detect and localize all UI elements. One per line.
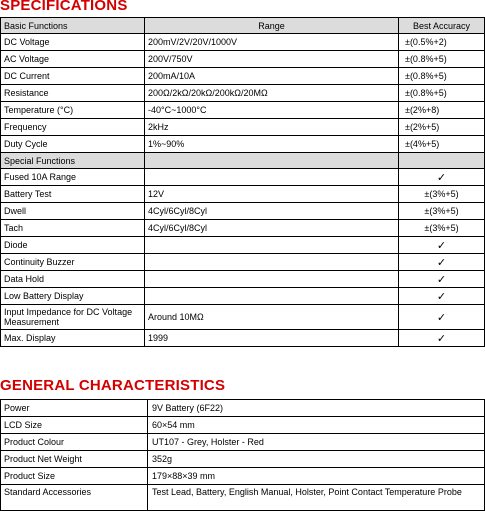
table-row bbox=[1, 68, 485, 85]
label-cell: Product Colour bbox=[1, 434, 148, 451]
range-cell: 1999 bbox=[145, 330, 399, 347]
specifications-title: SPECIFICATIONS bbox=[0, 0, 128, 14]
range-cell bbox=[145, 237, 399, 254]
table-row bbox=[1, 34, 485, 51]
accuracy-cell: ±(0.8%+5) bbox=[399, 68, 485, 85]
range-cell: -40°C~1000°C bbox=[145, 102, 399, 119]
function-cell: DC Voltage bbox=[1, 34, 145, 51]
specifications-table bbox=[0, 17, 485, 347]
table-row bbox=[1, 186, 485, 203]
accuracy-cell: ±(3%+5) bbox=[399, 186, 485, 203]
label-cell: Power bbox=[1, 400, 148, 417]
label-cell: Product Net Weight bbox=[1, 451, 148, 468]
table-row bbox=[1, 169, 485, 186]
table-row bbox=[1, 220, 485, 237]
function-cell: Low Battery Display bbox=[1, 288, 145, 305]
table-row bbox=[1, 417, 485, 434]
table-row bbox=[1, 254, 485, 271]
check-mark-icon: ✓ bbox=[399, 271, 485, 288]
label-cell: Standard Accessories bbox=[1, 485, 148, 511]
table-row bbox=[1, 434, 485, 451]
check-mark-icon: ✓ bbox=[399, 305, 485, 330]
check-mark-icon: ✓ bbox=[399, 237, 485, 254]
table-row bbox=[1, 237, 485, 254]
check-mark-icon: ✓ bbox=[399, 330, 485, 347]
check-mark-icon: ✓ bbox=[399, 288, 485, 305]
table-row bbox=[1, 451, 485, 468]
function-cell: Battery Test bbox=[1, 186, 145, 203]
accuracy-cell: ±(0.8%+5) bbox=[399, 51, 485, 68]
range-cell: 200V/750V bbox=[145, 51, 399, 68]
table-row bbox=[1, 119, 485, 136]
special-functions-header-row bbox=[1, 153, 485, 169]
check-mark-icon: ✓ bbox=[399, 169, 485, 186]
header-basic-functions: Basic Functions bbox=[1, 18, 145, 34]
table-row bbox=[1, 468, 485, 485]
value-cell: UT107 - Grey, Holster - Red bbox=[148, 434, 485, 451]
table-row bbox=[1, 51, 485, 68]
range-cell bbox=[145, 288, 399, 305]
value-cell: 60×54 mm bbox=[148, 417, 485, 434]
table-row bbox=[1, 85, 485, 102]
function-cell: Data Hold bbox=[1, 271, 145, 288]
accuracy-cell: ±(2%+8) bbox=[399, 102, 485, 119]
table-row bbox=[1, 305, 485, 330]
accuracy-cell: ±(0.5%+2) bbox=[399, 34, 485, 51]
range-cell bbox=[145, 254, 399, 271]
range-cell: 1%~90% bbox=[145, 136, 399, 153]
function-cell: Tach bbox=[1, 220, 145, 237]
function-cell: Frequency bbox=[1, 119, 145, 136]
label-cell: Product Size bbox=[1, 468, 148, 485]
function-cell: Diode bbox=[1, 237, 145, 254]
general-characteristics-title: GENERAL CHARACTERISTICS bbox=[0, 377, 226, 394]
value-cell: 9V Battery (6F22) bbox=[148, 400, 485, 417]
range-cell bbox=[145, 169, 399, 186]
range-cell: Around 10MΩ bbox=[145, 305, 399, 330]
function-cell: Fused 10A Range bbox=[1, 169, 145, 186]
header-blank-cell bbox=[145, 153, 399, 169]
table-row bbox=[1, 271, 485, 288]
spec-header-row bbox=[1, 18, 485, 34]
value-cell: 179×88×39 mm bbox=[148, 468, 485, 485]
accuracy-cell: ±(4%+5) bbox=[399, 136, 485, 153]
table-row bbox=[1, 288, 485, 305]
range-cell: 12V bbox=[145, 186, 399, 203]
range-cell: 200Ω/2kΩ/20kΩ/200kΩ/20MΩ bbox=[145, 85, 399, 102]
range-cell: 2kHz bbox=[145, 119, 399, 136]
check-mark-icon: ✓ bbox=[399, 254, 485, 271]
accuracy-cell: ±(3%+5) bbox=[399, 220, 485, 237]
function-cell: Dwell bbox=[1, 203, 145, 220]
general-characteristics-table bbox=[0, 399, 485, 511]
label-cell: LCD Size bbox=[1, 417, 148, 434]
function-cell: Duty Cycle bbox=[1, 136, 145, 153]
table-row bbox=[1, 330, 485, 347]
range-cell: 4Cyl/6Cyl/8Cyl bbox=[145, 203, 399, 220]
table-row bbox=[1, 485, 485, 511]
accuracy-cell: ±(0.8%+5) bbox=[399, 85, 485, 102]
function-cell: AC Voltage bbox=[1, 51, 145, 68]
function-cell: DC Current bbox=[1, 68, 145, 85]
function-cell: Resistance bbox=[1, 85, 145, 102]
header-range: Range bbox=[145, 18, 399, 34]
header-blank-cell bbox=[399, 153, 485, 169]
range-cell bbox=[145, 271, 399, 288]
function-cell: Continuity Buzzer bbox=[1, 254, 145, 271]
accuracy-cell: ±(2%+5) bbox=[399, 119, 485, 136]
range-cell: 4Cyl/6Cyl/8Cyl bbox=[145, 220, 399, 237]
table-row bbox=[1, 102, 485, 119]
accuracy-cell: ±(3%+5) bbox=[399, 203, 485, 220]
range-cell: 200mA/10A bbox=[145, 68, 399, 85]
table-row bbox=[1, 136, 485, 153]
header-best-accuracy: Best Accuracy bbox=[399, 18, 485, 34]
range-cell: 200mV/2V/20V/1000V bbox=[145, 34, 399, 51]
value-cell: 352g bbox=[148, 451, 485, 468]
function-cell: Max. Display bbox=[1, 330, 145, 347]
table-row bbox=[1, 400, 485, 417]
function-cell: Temperature (°C) bbox=[1, 102, 145, 119]
value-cell: Test Lead, Battery, English Manual, Holster, Point Contact Temperature Probe bbox=[148, 485, 485, 511]
table-row bbox=[1, 203, 485, 220]
header-special-functions: Special Functions bbox=[1, 153, 145, 169]
function-cell: Input Impedance for DC Voltage Measurement bbox=[1, 305, 145, 330]
